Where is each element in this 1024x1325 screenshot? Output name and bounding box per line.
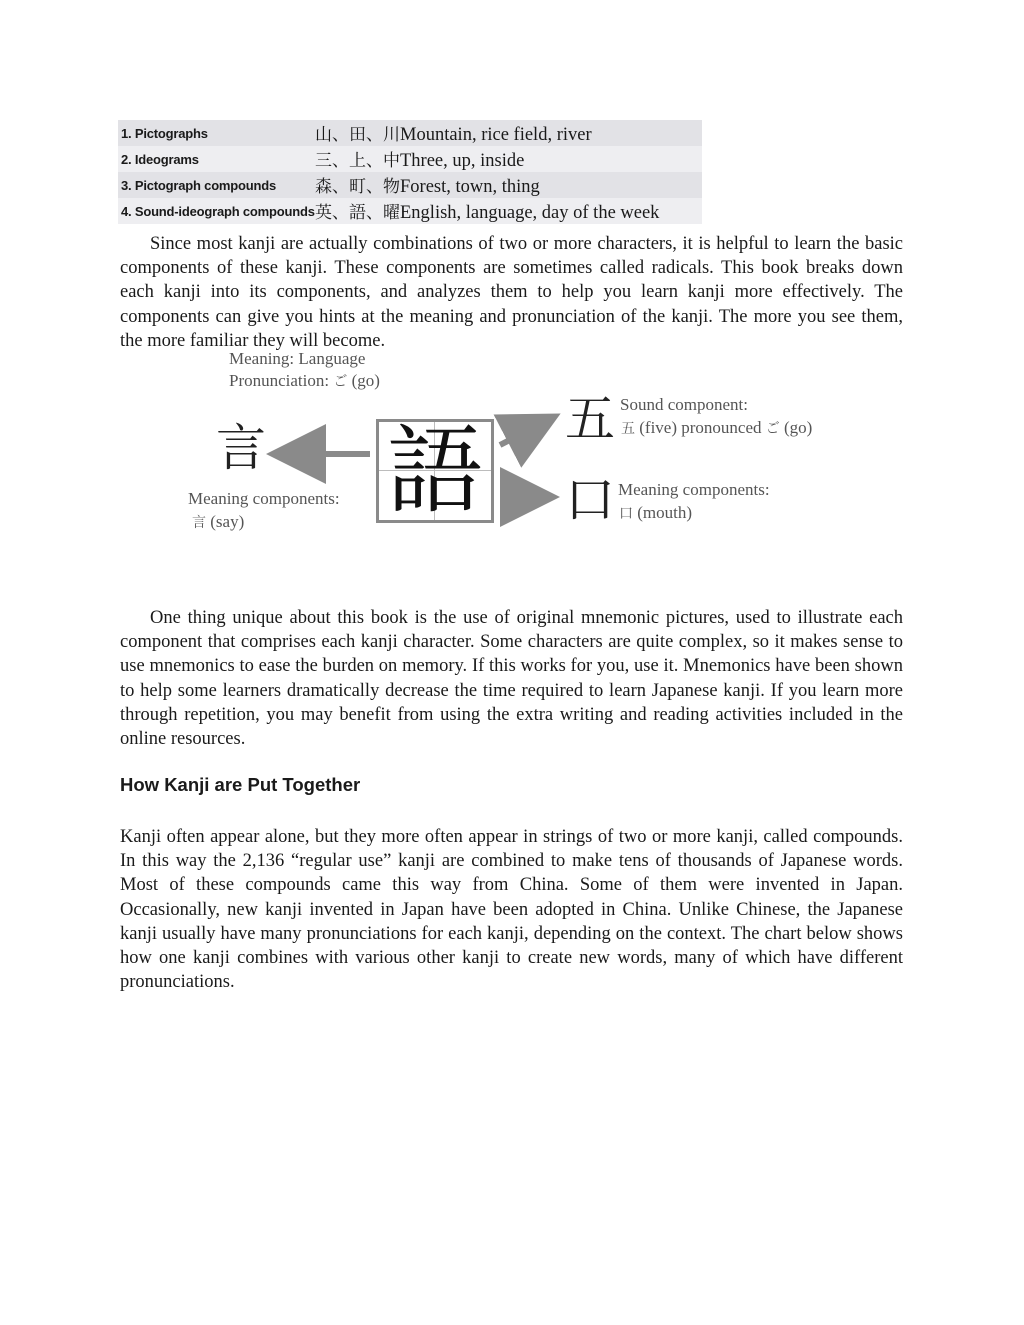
type-meaning: Forest, town, thing	[400, 177, 540, 197]
type-meaning: English, language, day of the week	[400, 203, 660, 223]
type-example	[315, 172, 702, 198]
top-pronunciation-label	[229, 370, 380, 393]
pronunciation-prefix: Pronunciation:	[229, 371, 330, 390]
type-example	[315, 146, 702, 172]
table-row	[118, 198, 702, 224]
right-top-sub-kana: ご	[765, 421, 780, 437]
arrow-to-right-top	[500, 419, 550, 445]
right-top-component-kanji: 五	[565, 390, 615, 448]
pronunciation-romaji: (go)	[351, 371, 380, 390]
intro-paragraph: Since most kanji are actually combinations of two or more characters, it is helpful to learn the basic components of these kanji. These components are sometimes called radicals. This book breaks down each kanji into its components, and analyzes them to help you learn kanji more effectively. The components can give you hints at the meaning and pronunciation of the kanji. The more you see them, the more familiar they will become.	[120, 234, 903, 351]
type-kanji: 三、上、中	[315, 151, 400, 171]
table-row	[118, 120, 702, 146]
right-top-component-sub	[621, 417, 812, 440]
right-top-sub-kanji: 五	[621, 421, 635, 437]
pronunciation-kana: ご	[333, 374, 348, 390]
main-kanji: 語	[387, 415, 483, 527]
left-sub-kanji: 言	[192, 515, 206, 531]
type-kanji: 山、田、川	[315, 125, 400, 145]
type-name: 1. Pictographs	[121, 125, 208, 141]
type-name: 4. Sound-ideograph compounds	[121, 203, 315, 219]
left-component-kanji: 言	[216, 419, 266, 477]
left-component-sub	[192, 511, 244, 534]
kanji-types-table	[118, 120, 702, 224]
right-top-sub-romaji: (go)	[784, 418, 813, 437]
right-bottom-component-kanji: 口	[565, 471, 615, 529]
table-row	[118, 146, 702, 172]
left-sub-text: (say)	[210, 512, 245, 531]
type-kanji: 英、語、曜	[315, 203, 400, 223]
type-meaning: Three, up, inside	[400, 151, 525, 171]
compounds-paragraph: Kanji often appear alone, but they more often appear in strings of two or more kanji, called compounds. In this way the 2,136 “regular use” kanji are combined to make tens of thousands of Japanese words. Most of these compounds came this way from China. Some of them were invented in Japan. Occasionally, new kanji invented in Japan have been adopted in China. Unlike Chinese, the Japanese kanji usually have many pronunciations for each kanji, depending on the context. The chart below shows how one kanji combines with various other kanji to create new words, many of which have different pronunciations.	[120, 827, 903, 993]
type-name: 3. Pictograph compounds	[121, 177, 277, 193]
type-example	[315, 198, 702, 224]
section-heading: How Kanji are Put Together	[120, 774, 361, 795]
type-example	[315, 120, 702, 146]
left-component-label: Meaning components:	[188, 489, 340, 508]
type-meaning: Mountain, rice field, river	[400, 125, 592, 145]
table-row	[118, 172, 702, 198]
right-bottom-sub-text: (mouth)	[637, 503, 693, 522]
right-top-component-label: Sound component:	[620, 395, 748, 414]
right-top-sub-text: (five) pronounced	[639, 418, 762, 437]
type-name: 2. Ideograms	[121, 151, 199, 167]
right-bottom-component-label: Meaning components:	[618, 480, 770, 499]
right-bottom-component-sub	[619, 502, 692, 525]
kanji-component-diagram	[180, 345, 880, 545]
top-meaning-label: Meaning: Language	[229, 349, 366, 368]
main-kanji-box	[376, 415, 494, 527]
type-kanji: 森、町、物	[315, 177, 400, 197]
mnemonics-paragraph: One thing unique about this book is the use of original mnemonic pictures, used to illustrate each component that comprises each kanji character. Some characters are quite complex, so it makes sense to use mnemonics to ease the burden on memory. If this works for you, use it. Mnemonics have been shown to help some learners dramatically decrease the time required to learn Japanese kanji. If you learn more through repetition, you may benefit from using the extra writing and reading activities included in the online resources.	[120, 608, 903, 750]
right-bottom-sub-kanji: 口	[619, 506, 633, 522]
